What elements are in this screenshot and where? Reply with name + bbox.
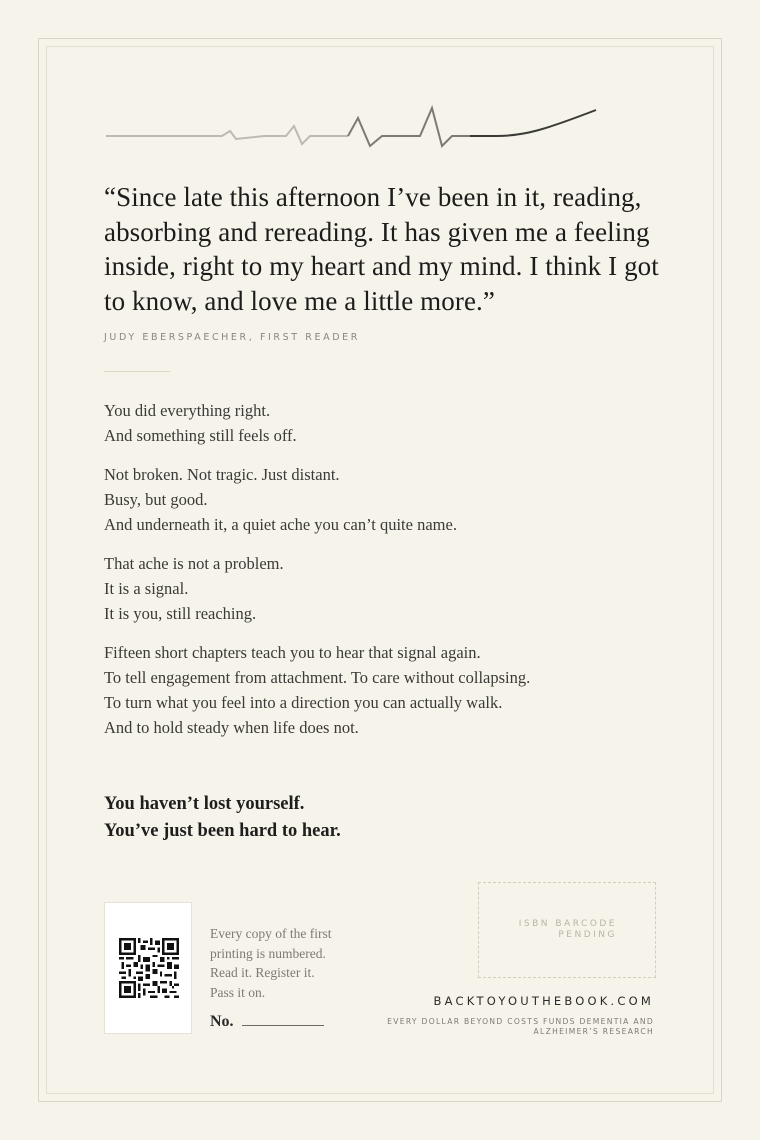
closing-line-2: You’ve just been hard to hear. (104, 821, 341, 841)
body-copy (104, 398, 664, 754)
copy-number-label: No. (210, 1013, 234, 1030)
body-line: That ache is not a problem. (104, 554, 284, 573)
divider (104, 371, 170, 372)
heartbeat-line-graphic (104, 100, 600, 150)
isbn-line-1: ISBN BARCODE (518, 919, 617, 929)
isbn-line-2: PENDING (558, 930, 617, 940)
body-line: And underneath it, a quiet ache you can’t quite name. (104, 515, 457, 534)
registration-note (210, 924, 370, 1002)
body-line: It is a signal. (104, 579, 189, 598)
body-line: To turn what you feel into a direction you can actually walk. (104, 693, 503, 712)
fund-line-1: EVERY DOLLAR BEYOND COSTS FUNDS DEMENTIA AND (387, 1017, 654, 1026)
body-line: You did everything right. (104, 401, 271, 420)
stanza-4 (104, 640, 664, 740)
fund-line-2: ALZHEIMER’S RESEARCH (533, 1026, 654, 1036)
stanza-2 (104, 462, 664, 537)
register-line: Every copy of the first (210, 926, 332, 941)
reader-quote: “Since late this afternoon I’ve been in it, reading, absorbing and rereading. It has given me a feeling inside, right to my heart and my mind. I think I got to know, and love me a little more.” (104, 182, 659, 316)
body-line: And to hold steady when life does not. (104, 718, 359, 737)
copy-number (210, 1012, 324, 1031)
closing-statement (104, 791, 604, 845)
stanza-1 (104, 398, 664, 448)
isbn-barcode-placeholder (478, 882, 656, 978)
quote-attribution: JUDY EBERSPAECHER, FIRST READER (104, 332, 360, 343)
body-line: And something still feels off. (104, 426, 297, 445)
closing-line-1: You haven’t lost yourself. (104, 794, 305, 814)
fund-note (354, 1017, 654, 1036)
qr-card (104, 902, 192, 1034)
body-line: Busy, but good. (104, 490, 208, 509)
website-link[interactable]: BACKTOYOUTHEBOOK.COM (433, 994, 654, 1008)
body-line: To tell engagement from attachment. To care without collapsing. (104, 668, 531, 687)
copy-number-blank (242, 1012, 324, 1026)
register-line: Read it. Register it. (210, 965, 315, 980)
isbn-text (519, 919, 617, 941)
register-line: Pass it on. (210, 984, 266, 1000)
stanza-3 (104, 551, 664, 626)
body-line: It is you, still reaching. (104, 604, 257, 623)
body-line: Not broken. Not tragic. Just distant. (104, 465, 340, 484)
qr-code-icon[interactable] (119, 938, 179, 998)
body-line: Fifteen short chapters teach you to hear that signal again. (104, 643, 481, 662)
register-line: printing is numbered. (210, 945, 326, 961)
